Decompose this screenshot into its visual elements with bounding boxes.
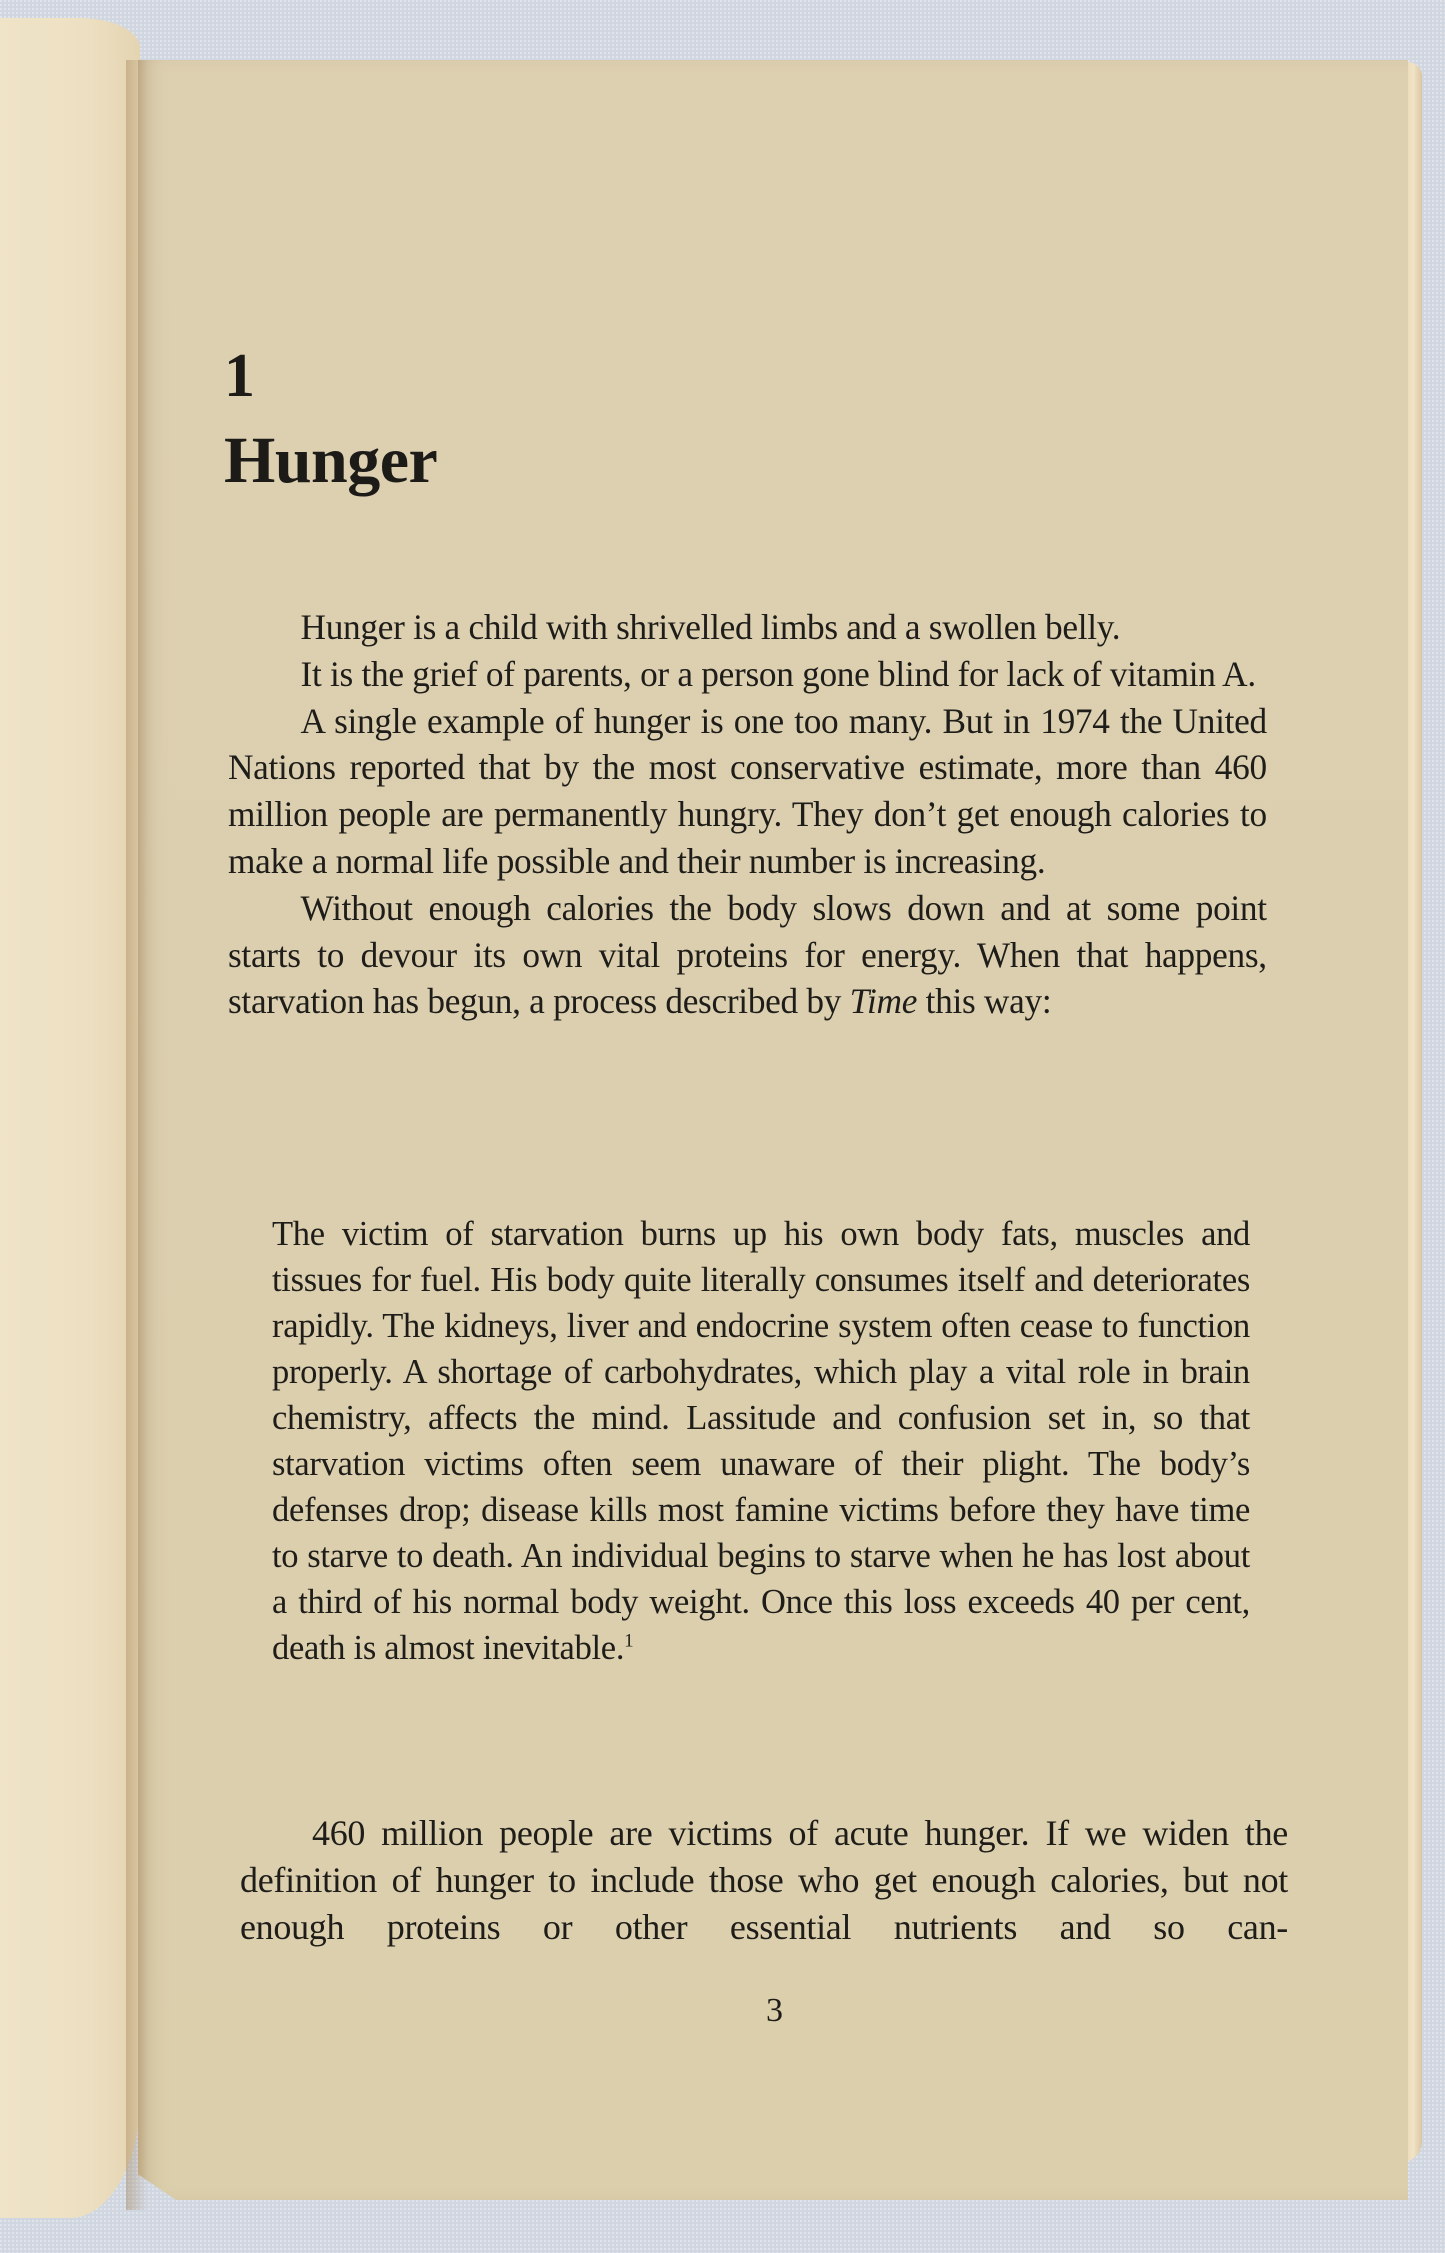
chapter-number: 1: [224, 342, 255, 410]
paragraph: [228, 885, 1267, 1025]
gutter-shadow: [126, 60, 148, 2210]
body-text-continued: [240, 1810, 1288, 1950]
footnote-marker: 1: [624, 1630, 634, 1652]
paragraph-text: this way:: [917, 981, 1052, 1022]
paragraph: 460 million people are victims of acute hunger. If we widen the definition of hunger to include those who get enough calories, but not enough proteins or other essential nutrients and so can-: [240, 1813, 1288, 1947]
paragraph: It is the grief of parents, or a person gone blind for lack of vitamin A.: [300, 653, 1256, 694]
paragraph-text: Without enough calories the body slows down and at some point starts to devour its own vital proteins for energy. When that happens, starvation has begun, a process described by: [228, 887, 1267, 1022]
chapter-title: Hunger: [224, 424, 438, 497]
paragraph: Hunger is a child with shrivelled limbs and a swollen belly.: [300, 607, 1121, 647]
magazine-title: Time: [849, 981, 918, 1022]
body-text: [228, 604, 1267, 1025]
quote-text: The victim of starvation burns up his own body fats, muscles and tissues for fuel. His body quite literally consumes itself and deteriorates rapidly. The kidneys, liver and endocrine system often cease to function properly. A shortage of carbohydrates, which play a vital role in brain chemistry, affects the mind. Lassitude and confusion set in, so that starvation victims often seem unaware of their plight. The body’s defenses drop; disease kills most famine victims before they have time to starve to death. An individual begins to starve when he has lost about a third of his normal body weight. Once this loss exceeds 40 per cent, death is almost inevitable.: [272, 1215, 1250, 1667]
block-quote: [272, 1211, 1250, 1671]
page-number: 3: [766, 1992, 783, 2029]
facing-page-left: [0, 18, 140, 2218]
paragraph: A single example of hunger is one too many. But in 1974 the United Nations reported that by the most conservative estimate, more than 460 million people are permanently hungry. They don’t get enough calories to make a normal life possible and their number is increasing.: [228, 700, 1267, 881]
